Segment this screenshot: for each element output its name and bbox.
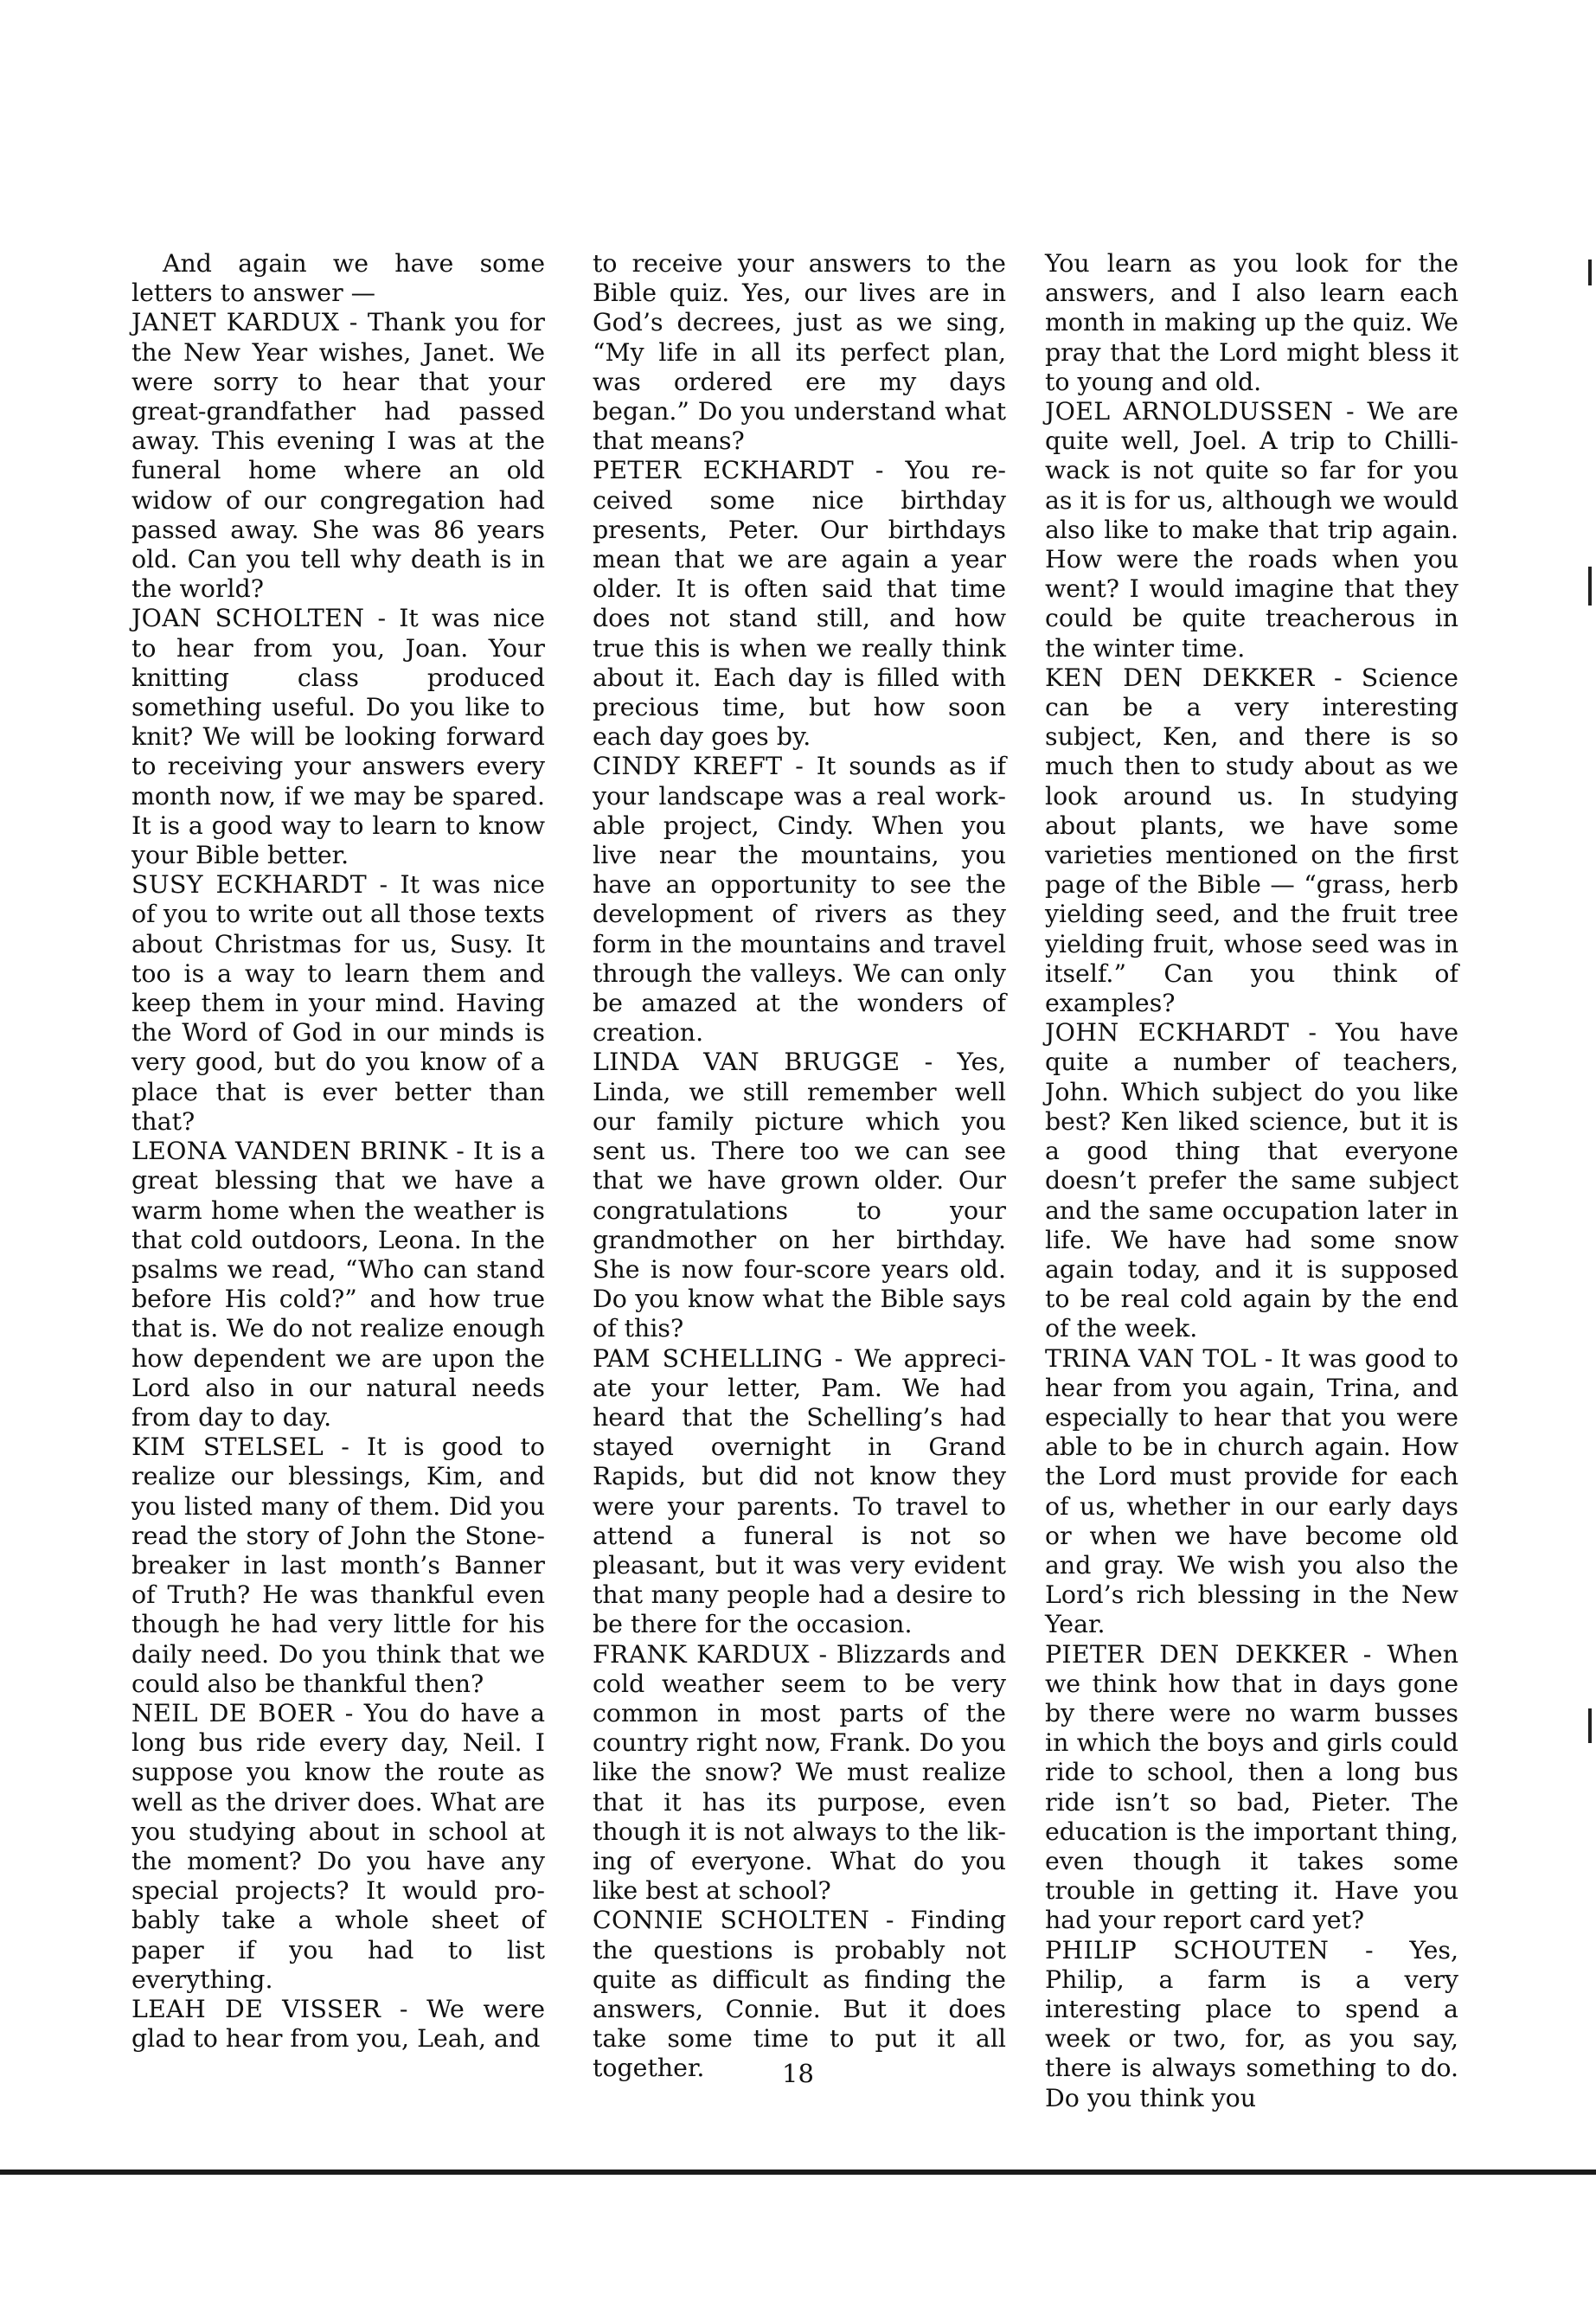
letter-reply-text: And again we have some letters to answer — (131, 249, 545, 308)
text-column-1 (131, 249, 545, 2054)
letter-reply-text: - It was nice of you to write out all those texts about Christmas for us, Susy. It too is a way to learn them and keep them in your mind. Having the Word of God in our minds is very good, but do you know of a place that is ever better than that? (131, 870, 545, 1136)
letter-paragraph (1045, 397, 1458, 663)
letter-recipient-name: JOEL ARNOLDUSSEN (1045, 397, 1334, 426)
letter-recipient-name: PHILIP SCHOUTEN (1045, 1935, 1330, 1965)
letter-recipient-name: KIM STELSEL (131, 1433, 324, 1462)
letter-paragraph (593, 1344, 1006, 1640)
letter-recipient-name: SUSY ECKHARDT (131, 870, 367, 900)
letter-paragraph (593, 249, 1006, 456)
scan-top-margin (0, 0, 1596, 130)
letter-paragraph (131, 604, 545, 870)
letter-paragraph (131, 1433, 545, 1699)
page-bottom-edge (0, 2170, 1596, 2175)
letter-reply-text: - Blizzards and cold weather seem to be very common in most parts of the country right now, Frank. Do you like the snow? We must realize that it has its purpose, even though it is not always to the liking of everyone. What do you like best at school? (593, 1639, 1007, 1906)
letter-recipient-name: LINDA VAN BRUGGE (593, 1048, 901, 1077)
letter-paragraph (1045, 1640, 1458, 1936)
page-number: 18 (782, 2059, 814, 2088)
letter-paragraph (593, 1906, 1006, 2083)
letter-reply-text: - You do have a long bus ride every day, Neil. I suppose you know the route as well as the driver does. What are you studying about in school at the moment? Do you have any special projects? It would probably take a whole sheet of paper if you had to list everything. (131, 1698, 545, 1994)
letter-reply-text: - We were glad to hear from you, Leah, and (131, 1994, 545, 2054)
letter-reply-text: - It is good to realize our blessings, Kim, and you listed many of them. Did you read the story of John the Stonebreaker in last month’s Banner of Truth? He was thankful even though he had very little for his daily need. Do you think that we could also be thankful then? (131, 1433, 546, 1698)
letter-recipient-name: NEIL DE BOER (131, 1698, 335, 1727)
letter-recipient-name: LEONA VANDEN BRINK (131, 1137, 448, 1166)
scan-edge-mark (1588, 260, 1592, 285)
letter-reply-text: - Yes, Philip, a farm is a very interesting place to spend a week or two, for, as you say, there is always something to do. Do you think you (1045, 1935, 1458, 2112)
letter-paragraph (1045, 663, 1458, 1018)
letter-recipient-name: PAM SCHELLING (593, 1343, 824, 1373)
letter-paragraph (593, 456, 1006, 752)
letter-reply-text: - When we think how that in days gone by there were no warm busses in which the boys and girls could ride to school, then a long bus ride isn’t so bad, Pieter. The education is the important thing, even though it takes some trouble in getting it. Have you had your report card yet? (1045, 1639, 1458, 1935)
scan-bottom-margin (0, 2167, 1596, 2301)
letter-paragraph (593, 752, 1006, 1048)
letter-reply-text: - It is a great blessing that we have a warm home when the weather is that cold outdoors, Leona. In the psalms we read, “Who can stand before His cold?” and how true that is. We do not realize enough how dependent we are upon the Lord also in our natural needs from day to day. (131, 1137, 545, 1432)
letter-recipient-name: JOAN SCHOLTEN (131, 604, 365, 633)
text-column-2 (593, 249, 1006, 2084)
letter-reply-text: - It was good to hear from you again, Trina, and especially to hear that you were able to be in church again. How the Lord must provide for each of us, whether in our early days or when we have become old and gray. We wish you also the Lord’s rich blessing in the New Year. (1045, 1343, 1459, 1639)
scan-edge-mark (1588, 1708, 1592, 1743)
letter-recipient-name: KEN DEN DEKKER (1045, 663, 1315, 692)
letter-reply-text: - It was nice to hear from you, Joan. Your knitting class produced something useful. Do you like to knit? We will be looking forward to receiving your answers every month now, if we may be spared. It is a good way to learn to know your Bible better. (131, 604, 546, 870)
letter-reply-text: - It sounds as if your landscape was a real workable project, Cindy. When you live near the mountains, you have an opportunity to see the development of rivers as they form in the mountains and travel through the valleys. We can only be amazed at the wonders of creation. (593, 752, 1006, 1048)
letter-reply-text: - You received some nice birthday presents, Peter. Our birthdays mean that we are again a year older. It is often said that time does not stand still, and how true this is when we really think about it. Each day is filled with precious time, but how soon each day goes by. (593, 456, 1006, 752)
letter-reply-text: - We are quite well, Joel. A trip to Chilliwack is not quite so far for you as it is for us, although we would also like to make that trip again. How were the roads when you went? I would imagine that they could be quite treacherous in the winter time. (1045, 397, 1458, 663)
letter-reply-text: - You have quite a number of teachers, John. Which subject do you like best? Ken liked science, but it is a good thing that everyone doesn’t prefer the same subject and the same occupation later in life. We have had some snow again today, and it is supposed to be real cold again by the end of the week. (1045, 1018, 1458, 1343)
letter-recipient-name: PETER ECKHARDT (593, 456, 854, 485)
letter-paragraph (131, 1137, 545, 1433)
letter-paragraph (131, 249, 545, 308)
letter-reply-text: - We appreciate your letter, Pam. We had heard that the Schelling’s had stayed overnight in Grand Rapids, but did not know they were your parents. To travel to attend a funeral is not so pleasant, but it was very evident that many people had a desire to be there for the occasion. (593, 1343, 1006, 1639)
letter-recipient-name: CINDY KREFT (593, 752, 783, 781)
letter-paragraph (131, 870, 545, 1137)
letter-paragraph (1045, 1344, 1458, 1640)
letter-paragraph (593, 1048, 1006, 1343)
letter-reply-text: - Finding the questions is probably not quite as difficult as finding the answers, Connie. But it does take some time to put it all together. (593, 1906, 1006, 2083)
text-column-3 (1045, 249, 1458, 2113)
letter-paragraph (1045, 249, 1458, 397)
letter-recipient-name: TRINA VAN TOL (1045, 1343, 1257, 1373)
letter-recipient-name: CONNIE SCHOLTEN (593, 1906, 870, 1935)
scan-edge-mark (1588, 567, 1592, 606)
letter-reply-text: You learn as you look for the answers, and I also learn each month in making up the quiz. We pray that the Lord might bless it to young and old. (1045, 249, 1458, 396)
letter-recipient-name: JOHN ECKHARDT (1045, 1018, 1290, 1048)
letter-reply-text: - Yes, Linda, we still remember well our family picture which you sent us. There too we can see that we have grown older. Our congratulations to your grandmother on her birthday. She is now four-score years old. Do you know what the Bible says of this? (593, 1048, 1006, 1343)
letter-paragraph (131, 308, 545, 604)
letter-recipient-name: JANET KARDUX (131, 308, 340, 337)
letter-reply-text: to receive your answers to the Bible quiz. Yes, our lives are in God’s decrees, just as we sing, “My life in all its perfect plan, was ordered ere my days began.” Do you understand what that means? (593, 249, 1006, 456)
letter-reply-text: - Thank you for the New Year wishes, Janet. We were sorry to hear that your great-grandfather had passed away. This evening I was at the funeral home where an old widow of our congregation had passed away. She was 86 years old. Can you tell why death is in the world? (131, 308, 545, 604)
letter-paragraph (131, 1995, 545, 2054)
letter-paragraph (1045, 1018, 1458, 1343)
letter-recipient-name: LEAH DE VISSER (131, 1994, 381, 2023)
letter-paragraph (593, 1640, 1006, 1907)
letter-reply-text: - Science can be a very interesting subject, Ken, and there is so much then to study about as we look around us. In studying about plants, we have some varieties mentioned on the first page of the Bible — “grass, herb yielding seed, and the fruit tree yielding fruit, whose seed was in itself.” Can you think of examples? (1045, 663, 1458, 1018)
letter-paragraph (131, 1699, 545, 1995)
letter-recipient-name: PIETER DEN DEKKER (1045, 1639, 1348, 1669)
letter-recipient-name: FRANK KARDUX (593, 1639, 810, 1669)
